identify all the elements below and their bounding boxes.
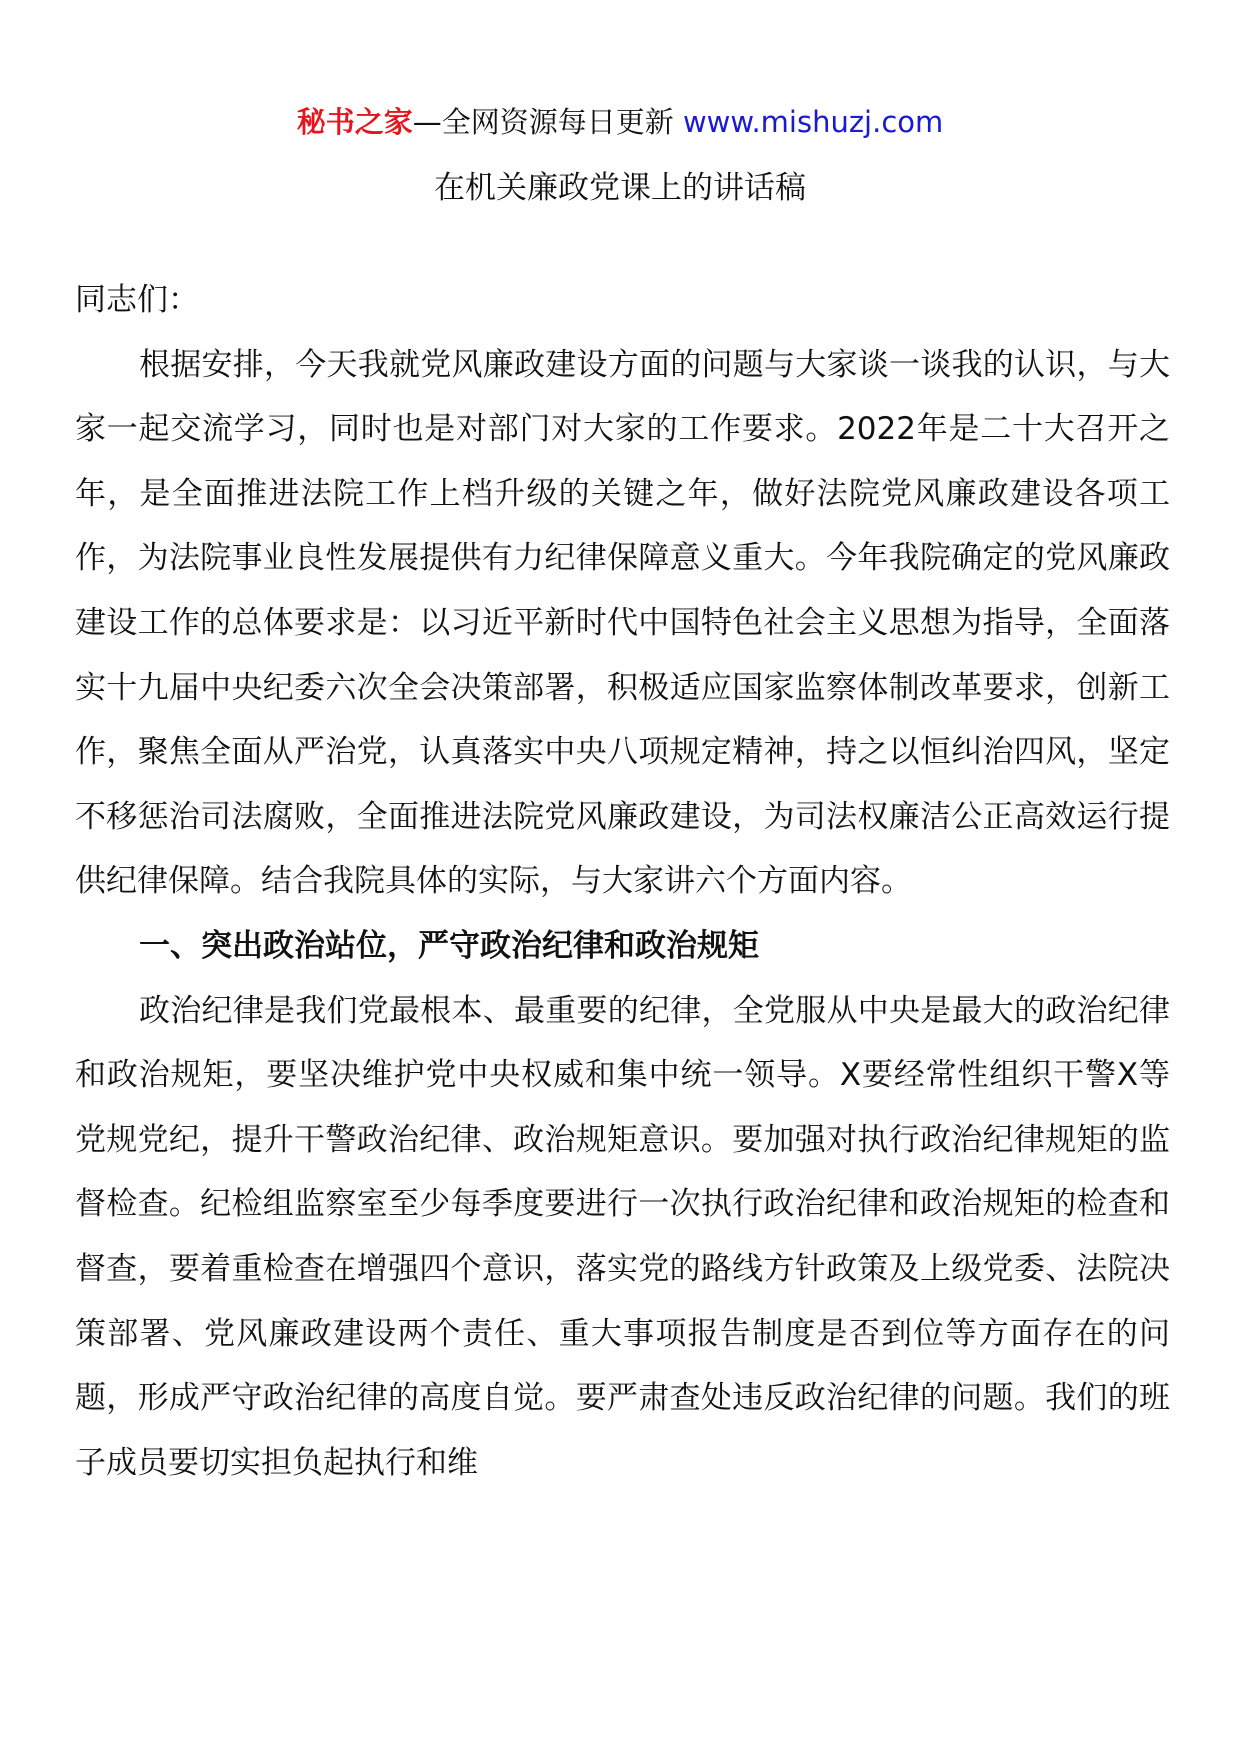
section-heading-1: 一、突出政治站位，严守政治纪律和政治规矩 <box>139 927 759 964</box>
document-body <box>75 268 1170 1495</box>
document-title: 在机关廉政党课上的讲话稿 <box>434 170 806 206</box>
site-header <box>0 102 1240 142</box>
salutation: 同志们： <box>75 282 199 318</box>
header-tagline: —全网资源每日更新 <box>412 105 683 139</box>
site-url-link[interactable]: www.mishuzj.com <box>682 105 944 139</box>
body-paragraph-intro: 根据安排，今天我就党风廉政建设方面的问题与大家谈一谈我的认识，与大家一起交流学习，同时也是对部门对大家的工作要求。2022年是二十大召开之年，是全面推进法院工作上档升级的关键之年，做好法院党风廉政建设各项工作，为法院事业良性发展提供有力纪律保障意义重大。今年我院确定的党风廉政建设工作的总体要求是：以习近平新时代中国特色社会主义思想为指导，全面落实十九届中央纪委六次全会决策部署，积极适应国家监察体制改革要求，创新工作，聚焦全面从严治党，认真落实中央八项规定精神，持之以恒纠治四风，坚定不移惩治司法腐败，全面推进法院党风廉政建设，为司法权廉洁公正高效运行提供纪律保障。结合我院具体的实际，与大家讲六个方面内容。 <box>75 346 1170 900</box>
body-paragraph-section-1: 政治纪律是我们党最根本、最重要的纪律，全党服从中央是最大的政治纪律和政治规矩，要坚决维护党中央权威和集中统一领导。X要经常性组织干警X等党规党纪，提升干警政治纪律、政治规矩意识。要加强对执行政治纪律规矩的监督检查。纪检组监察室至少每季度要进行一次执行政治纪律和政治规矩的检查和督查，要着重检查在增强四个意识，落实党的路线方针政策及上级党委、法院决策部署、党风廉政建设两个责任、重大事项报告制度是否到位等方面存在的问题，形成严守政治纪律的高度自觉。要严肃查处违反政治纪律的问题。我们的班子成员要切实担负起执行和维 <box>75 992 1170 1481</box>
brand-name: 秘书之家 <box>296 105 413 139</box>
